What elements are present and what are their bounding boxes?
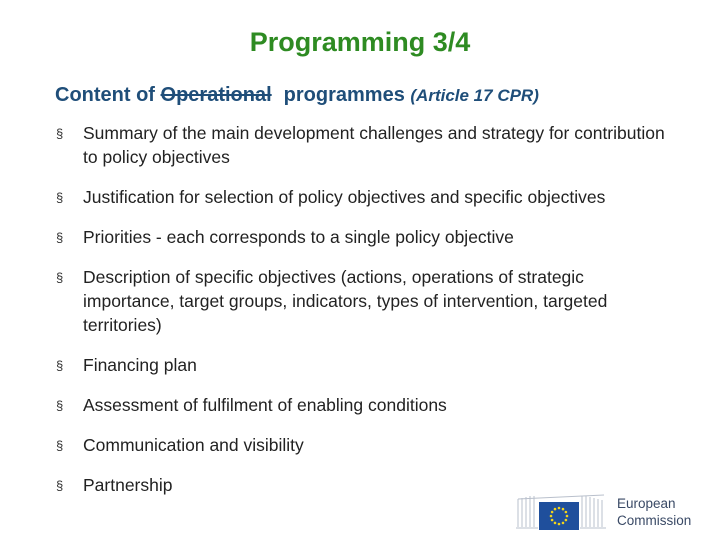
slide-subtitle <box>55 84 539 107</box>
bullet-marker-icon: § <box>56 126 64 141</box>
bullet-item <box>56 433 676 457</box>
logo-line-2: Commission <box>617 513 692 528</box>
bullet-text: Description of specific objectives (actions, operations of strategic importance, target groups, indicators, types of intervention, targeted territories) <box>83 267 608 335</box>
european-commission-logo <box>516 489 694 533</box>
bullet-item <box>56 265 676 337</box>
bullet-text: Summary of the main development challenges and strategy for contribution to policy objectives <box>83 123 665 167</box>
subtitle-suffix: programmes <box>283 84 411 106</box>
bullet-marker-icon: § <box>56 230 64 245</box>
logo-line-1: European <box>617 496 676 511</box>
bullet-item <box>56 121 676 169</box>
slide-title: Programming 3/4 <box>249 27 471 57</box>
logo-text <box>617 495 691 529</box>
bullet-marker-icon: § <box>56 358 64 373</box>
subtitle-prefix: Content of <box>55 84 161 106</box>
bullet-text: Communication and visibility <box>83 435 304 455</box>
bullet-item <box>56 353 676 377</box>
bullet-text: Assessment of fulfilment of enabling conditions <box>83 395 447 415</box>
bullet-marker-icon: § <box>56 398 64 413</box>
bullet-text: Priorities - each corresponds to a single policy objective <box>83 227 514 247</box>
bullet-list <box>56 121 676 513</box>
bullet-marker-icon: § <box>56 190 64 205</box>
bullet-text: Justification for selection of policy objectives and specific objectives <box>83 187 606 207</box>
bullet-marker-icon: § <box>56 478 64 493</box>
subtitle-struck-word: Operational <box>160 84 272 106</box>
bullet-text: Partnership <box>83 475 173 495</box>
bullet-marker-icon: § <box>56 438 64 453</box>
subtitle-article-ref: (Article 17 CPR) <box>410 86 539 105</box>
bullet-marker-icon: § <box>56 270 64 285</box>
eu-stars-icon <box>539 502 579 530</box>
bullet-item <box>56 185 676 209</box>
bullet-item <box>56 225 676 249</box>
bullet-item <box>56 393 676 417</box>
eu-flag-icon <box>538 501 580 531</box>
bullet-text: Financing plan <box>83 355 197 375</box>
